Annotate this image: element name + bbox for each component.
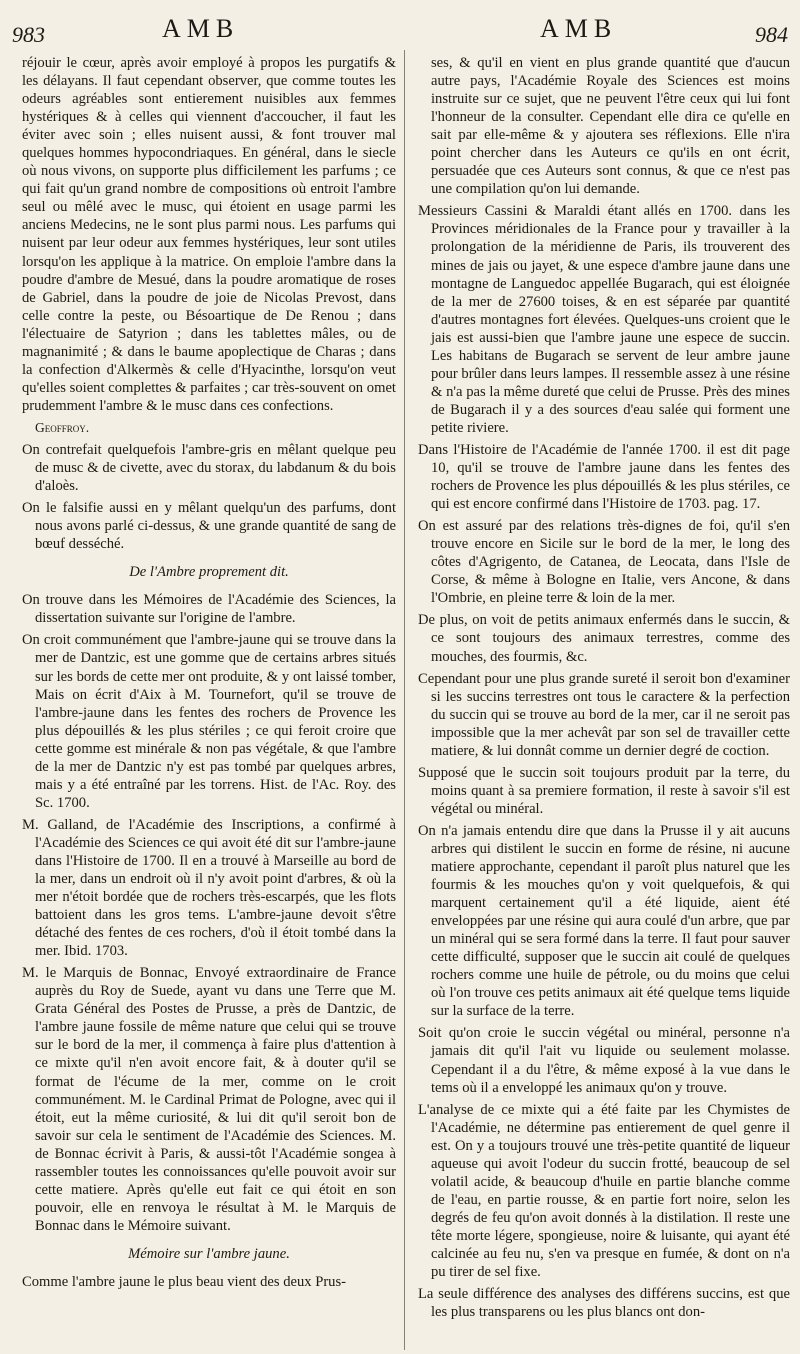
paragraph: Supposé que le succin soit toujours produit par la terre, du moins quant à sa premiere formation, il reste à savoir s'il est végétal ou minéral. bbox=[418, 764, 790, 817]
paragraph: On est assuré par des relations très-dignes de foi, qu'il s'en trouve encore en Sicile sur le bord de la mer, le long des côtes d'Agrigento, de Catanea, de Leocata, dans l'Isle de Corse, & même à Bologne en Italie, vers Ancone, & dans l'Ombrie, en pleine terre & loin de la mer. bbox=[418, 518, 790, 607]
paragraph: ses, & qu'il en vient en plus grande quantité que d'aucun autre pays, l'Académie Royale des Sciences est moins instruite sur ce sujet, que ne peuvent l'être ceux qui lui font l'honneur de la consulter. Cependant elle dira ce qu'elle en sait par elle-même & y ajoutera ses réflexions. Elle n'ira point chercher dans les Auteurs ce qu'ils en ont écrit, persuadée que ces Auteurs sont connus, & que ce n'est pas une compilation qu'on lui demande. bbox=[431, 55, 790, 198]
section-heading: De l'Ambre proprement dit. bbox=[129, 564, 289, 581]
paragraph: La seule différence des analyses des différens succins, est que les plus transparens ou les plus blancs ont don- bbox=[418, 1286, 790, 1321]
right-column bbox=[418, 54, 790, 1350]
paragraph: Cependant pour une plus grande sureté il seroit bon d'examiner si les succins terrestres ont tous le caractere & la perfection du succin qui se trouve au bord de la mer, car il ne seroit pas impossible que la mer achevât par son sel de travailler cette matiere, & lui donnât comme un dernier degré de coction. bbox=[418, 670, 790, 759]
paragraph: L'analyse de ce mixte qui a été faite par les Chymistes de l'Académie, ne détermine pas entierement de quel genre il est. On y a toujours trouvé une très-petite quantité de liqueur aqueuse qui avoit l'odeur du succin frotté, beaucoup de sel volatil acide, & beaucoup d'huile en partie blanche comme de l'eau, en partie rousse, & en partie fort noire, selon les degrés de feu qu'on avoit donnés à la distilation. Il reste une tête morte légere, spongieuse, noire & luisante, qui ayant été calcinée au feu nu, s'en va presque en fumée, & dont on n'a pu tirer de sel fixe. bbox=[418, 1101, 790, 1281]
paragraph: Dans l'Histoire de l'Académie de l'année 1700. il est dit page 10, qu'il se trouve de l'ambre jaune dans les fentes des rochers de Provence les plus dépouillés & les plus stériles, ce qui est encore confirmé dans l'Histoire de 1703. pag. 17. bbox=[418, 441, 790, 513]
paragraph: On le falsifie aussi en y mêlant quelqu'un des parfums, dont nous avons parlé ci-dessus, & une grande quantité de sang de bœuf desséché. bbox=[22, 500, 396, 553]
page-number-left: 983 bbox=[12, 22, 45, 47]
paragraph: Comme l'ambre jaune le plus beau vient des deux Prus- bbox=[22, 1274, 347, 1290]
paragraph: Messieurs Cassini & Maraldi étant allés en 1700. dans les Provinces méridionales de la France pour y travailler à la prolongation de la méridienne de Paris, ils trouverent des mines de jais ou jayet, & une espece d'ambre jaune dans une montagne de Languedoc appellée Bugarach, qui est éloignée de la mer de 27600 toises, & en est séparée par quantité d'autres montagnes fort élevées. Quelques-uns croient que le jais est aussi-bien que l'ambre jaune une espece de succin. Les habitans de Bugarach se servent de leur ambre jaune pour brûler dans leurs lampes. Il ressemble assez à une résine & n'a pas la même dureté que celui de Prusse. Près des mines de Bugarach il y a des sources d'eau salée qui forment une petite riviere. bbox=[418, 203, 790, 436]
author-signature: Geoffroy. bbox=[35, 419, 90, 435]
paragraph: On n'a jamais entendu dire que dans la Prusse il y ait aucuns arbres qui distilent le succin en forme de résine, ni aucune matiere approchante, cependant il paroît plus naturel que les fourmis & les mouches qu'on y voit quelquefois, & qui marquent certainement qu'il a été liquide, aient été enveloppées par une résine qui aura coulé d'un arbre, que par un minéral qui se sera formé dans la terre. Il faut pour sauver cette difficulté, supposer que le succin ait coulé de quelques rochers comme une huile de pétrole, ou du moins que celui où l'on trouve ces petits animaux ait été quelque tems liquide sur la surface de la terre. bbox=[418, 822, 790, 1020]
paragraph: réjouir le cœur, après avoir employé à propos les purgatifs & les délayans. Il faut cependant observer, que comme toutes les odeurs agréables sont entierement nuisibles aux femmes hystériques & à celles qui viennent d'accoucher, il faut les éviter avec soin ; elles nuisent aussi, & font trouver mal quelques hommes hypocondriaques. En général, dans le siecle où nous vivons, on supporte plus difficilement les parfums ; ce qui fait qu'un grand nombre de compositions où entroit l'ambre seul ou mêlé avec le musc, qui étoient en usage parmi les anciens Medecins, ne le sont plus parmi nous. Les parfums qui nuisent par leur odeur aux femmes hystériques, leur sont utiles lorsqu'on les applique à la matrice. On emploie l'ambre dans la poudre d'ambre de Mesué, dans la poudre aromatique de roses de Gabriel, dans la poudre de joie de Nicolas Prevost, dans celle contre la peste, ou Bésoartique de De Renou ; dans l'électuaire de Satyrion ; dans les tablettes mâles, ou de magnanimité ; & dans le baume apoplectique de Charas ; dans la confection d'Alkermès & celle d'Hyacinthe, lorsqu'on veut qu'elles soient complettes & parfaites ; car très-souvent on omet prudemment l'ambre & le musc dans ces confections. bbox=[22, 55, 396, 414]
paragraph: M. le Marquis de Bonnac, Envoyé extraordinaire de France auprès du Roy de Suede, ayant vu dans une Terre que M. Grata Général des Postes de Prusse, a près de Dantzic, de l'ambre jaune fossile de même nature que celui qui se trouve sur le bord de la mer, il commença à faire plus d'attention à ce mixte qu'il n'en avoit encore fait, & à douter qu'il se format de l'écume de la mer, comme on le croit communément. M. le Cardinal Primat de Pologne, avec qui il étoit, eut la même curiosité, & lui dit qu'il seroit bon de savoir sur cela le sentiment de l'Académie des Sciences. M. de Bonnac écrivit à Paris, & aussi-tôt l'Académie songea à rassembler toutes les connoissances qu'elle pouvoit avoir sur cette matiere. Après qu'elle eut fait ce qui étoit en son pouvoir, elle en renvoya le résultat à M. le Marquis de Bonnac dans le Mémoire suivant. bbox=[22, 965, 396, 1234]
section-heading: Mémoire sur l'ambre jaune. bbox=[128, 1245, 290, 1262]
paragraph: De plus, on voit de petits animaux enfermés dans le succin, & ce sont toujours des animaux terrestres, comme des mouches, des fourmis, &c. bbox=[418, 612, 790, 665]
paragraph: On croit communément que l'ambre-jaune qui se trouve dans la mer de Dantzic, est une gomme que de certains arbres situés sur les bords de cette mer ont produite, & y ont laissé tomber, Mais on écrit d'Aix à M. Tournefort, qu'il se trouve de l'ambre-jaune dans les fentes des rochers de Provence les plus dépouillés & les plus stériles ; ce qui feroit croire que cette gomme est minérale & non pas végétale, & que l'ambre de la mer de Dantzic n'y est pas tombé par quelques arbres, mais y a été entraîné par les torrens. Hist. de l'Ac. Roy. des Sc. 1700. bbox=[22, 632, 396, 811]
left-column bbox=[22, 54, 396, 1350]
page-number-right: 984 bbox=[755, 22, 788, 47]
paragraph: Soit qu'on croie le succin végétal ou minéral, personne n'a jamais dit qu'il l'ait vu liquide ou seulement molasse. Cependant il a du l'être, & même exposé à la vue dans le tems où il a enveloppé les animaux qu'on y trouve. bbox=[418, 1025, 790, 1096]
page-header bbox=[0, 0, 800, 52]
running-head-left: AMB bbox=[162, 14, 240, 43]
paragraph: On trouve dans les Mémoires de l'Académie des Sciences, la dissertation suivante sur l'origine de l'ambre. bbox=[22, 592, 396, 627]
paragraph: M. Galland, de l'Académie des Inscriptions, a confirmé à l'Académie des Sciences ce qui avoit été dit sur l'ambre-jaune dans l'Histoire de 1700. Il en a trouvé à Marseille au bord de la mer, dans un endroit où il n'y avoit point d'arbres, & où la mer n'étoit bordée que de rochers très-escarpés, que les flots battoient dans les gros tems. L'ambre-jaune devoit s'être détaché des fentes de ces rochers, d'où il étoit tombé dans la mer. Ibid. 1703. bbox=[22, 816, 396, 960]
column-divider bbox=[404, 50, 405, 1350]
paragraph: On contrefait quelquefois l'ambre-gris en mêlant quelque peu de musc & de civette, avec du storax, du labdanum & du bois d'aloès. bbox=[22, 441, 396, 495]
running-head-right: AMB bbox=[540, 14, 618, 43]
